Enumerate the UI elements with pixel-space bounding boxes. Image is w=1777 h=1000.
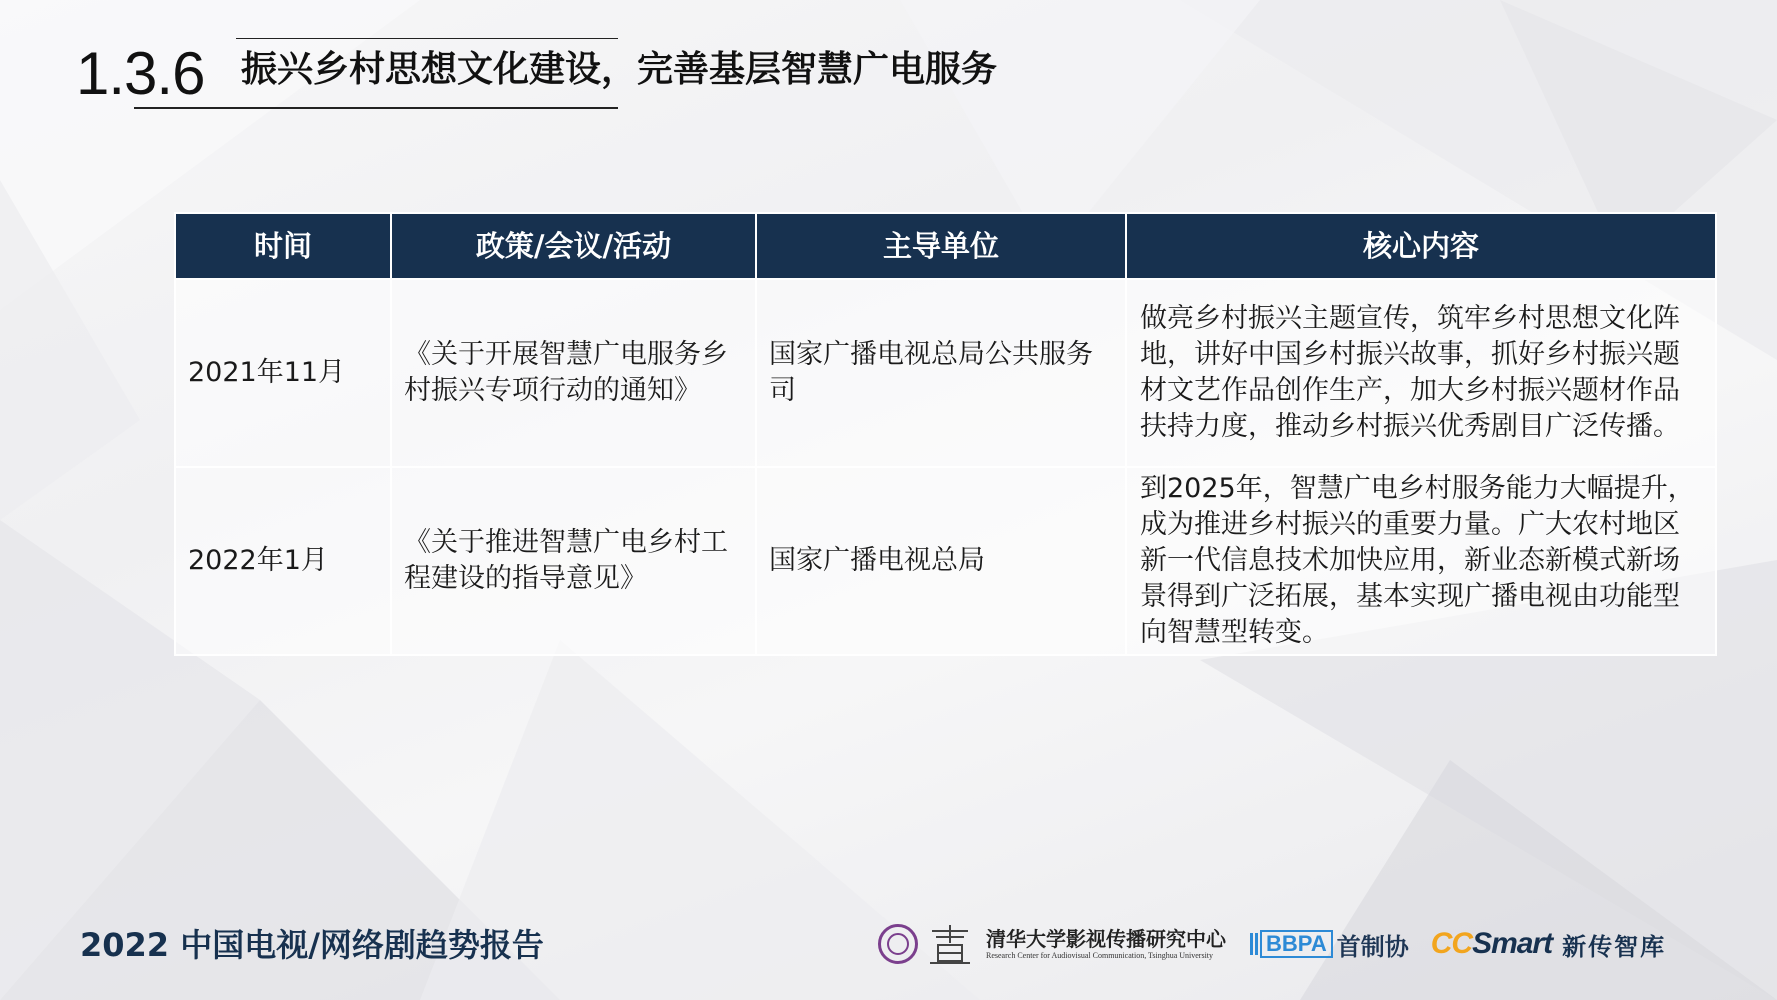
cell-policy: 《关于推进智慧广电乡村工程建设的指导意见》 [391, 467, 756, 655]
bbpa-logo [1250, 927, 1409, 962]
cell-content: 做亮乡村振兴主题宣传，筑牢乡村思想文化阵地，讲好中国乡村振兴故事，抓好乡村振兴题材文艺作品创作生产，加大乡村振兴题材作品扶持力度，推动乡村振兴优秀剧目广泛传播。 [1126, 279, 1716, 467]
cell-time: 2022年1月 [175, 467, 391, 655]
tsinghua-english-name: Research Center for Audiovisual Communication, Tsinghua University [986, 951, 1214, 960]
bbpa-chinese-name: 首制协 [1336, 932, 1409, 961]
tsinghua-logo [986, 927, 1226, 961]
tsinghua-name: 清华大学影视传播研究中心 [986, 927, 1226, 951]
bbpa-mark: BBPA [1260, 930, 1333, 958]
title-rule-bottom [134, 107, 618, 109]
page-title: 振兴乡村思想文化建设，完善基层智慧广电服务 [241, 49, 998, 90]
report-title: 2022 中国电视/网络剧趋势报告 [80, 926, 544, 964]
cell-policy: 《关于开展智慧广电服务乡村振兴专项行动的通知》 [391, 279, 756, 467]
column-header-content: 核心内容 [1126, 213, 1716, 279]
tsinghua-seal-icon [878, 924, 918, 964]
ccsmart-chinese-name: 新传智库 [1562, 932, 1667, 961]
ccsmart-wordmark: CCSmart [1430, 927, 1553, 960]
cell-unit: 国家广播电视总局公共服务司 [756, 279, 1126, 467]
policy-table [174, 212, 1717, 656]
column-header-time: 时间 [175, 213, 391, 279]
section-number: 1.3.6 [76, 40, 205, 107]
cell-unit: 国家广播电视总局 [756, 467, 1126, 655]
column-header-unit: 主导单位 [756, 213, 1126, 279]
table-row [175, 467, 1716, 655]
table-row [175, 279, 1716, 467]
cell-content: 到2025年，智慧广电乡村服务能力大幅提升，成为推进乡村振兴的重要力量。广大农村地区新一代信息技术加快应用，新业态新模式新场景得到广泛拓展，基本实现广播电视由功能型向智慧型转变。 [1126, 467, 1716, 655]
title-rule-top [236, 38, 618, 39]
cell-time: 2021年11月 [175, 279, 391, 467]
qing-logo-icon [924, 922, 976, 966]
ccsmart-logo [1431, 927, 1666, 962]
table-header-row [175, 213, 1716, 279]
partner-logos [878, 918, 1666, 970]
column-header-policy: 政策/会议/活动 [391, 213, 756, 279]
bbpa-bars-icon [1250, 933, 1258, 955]
